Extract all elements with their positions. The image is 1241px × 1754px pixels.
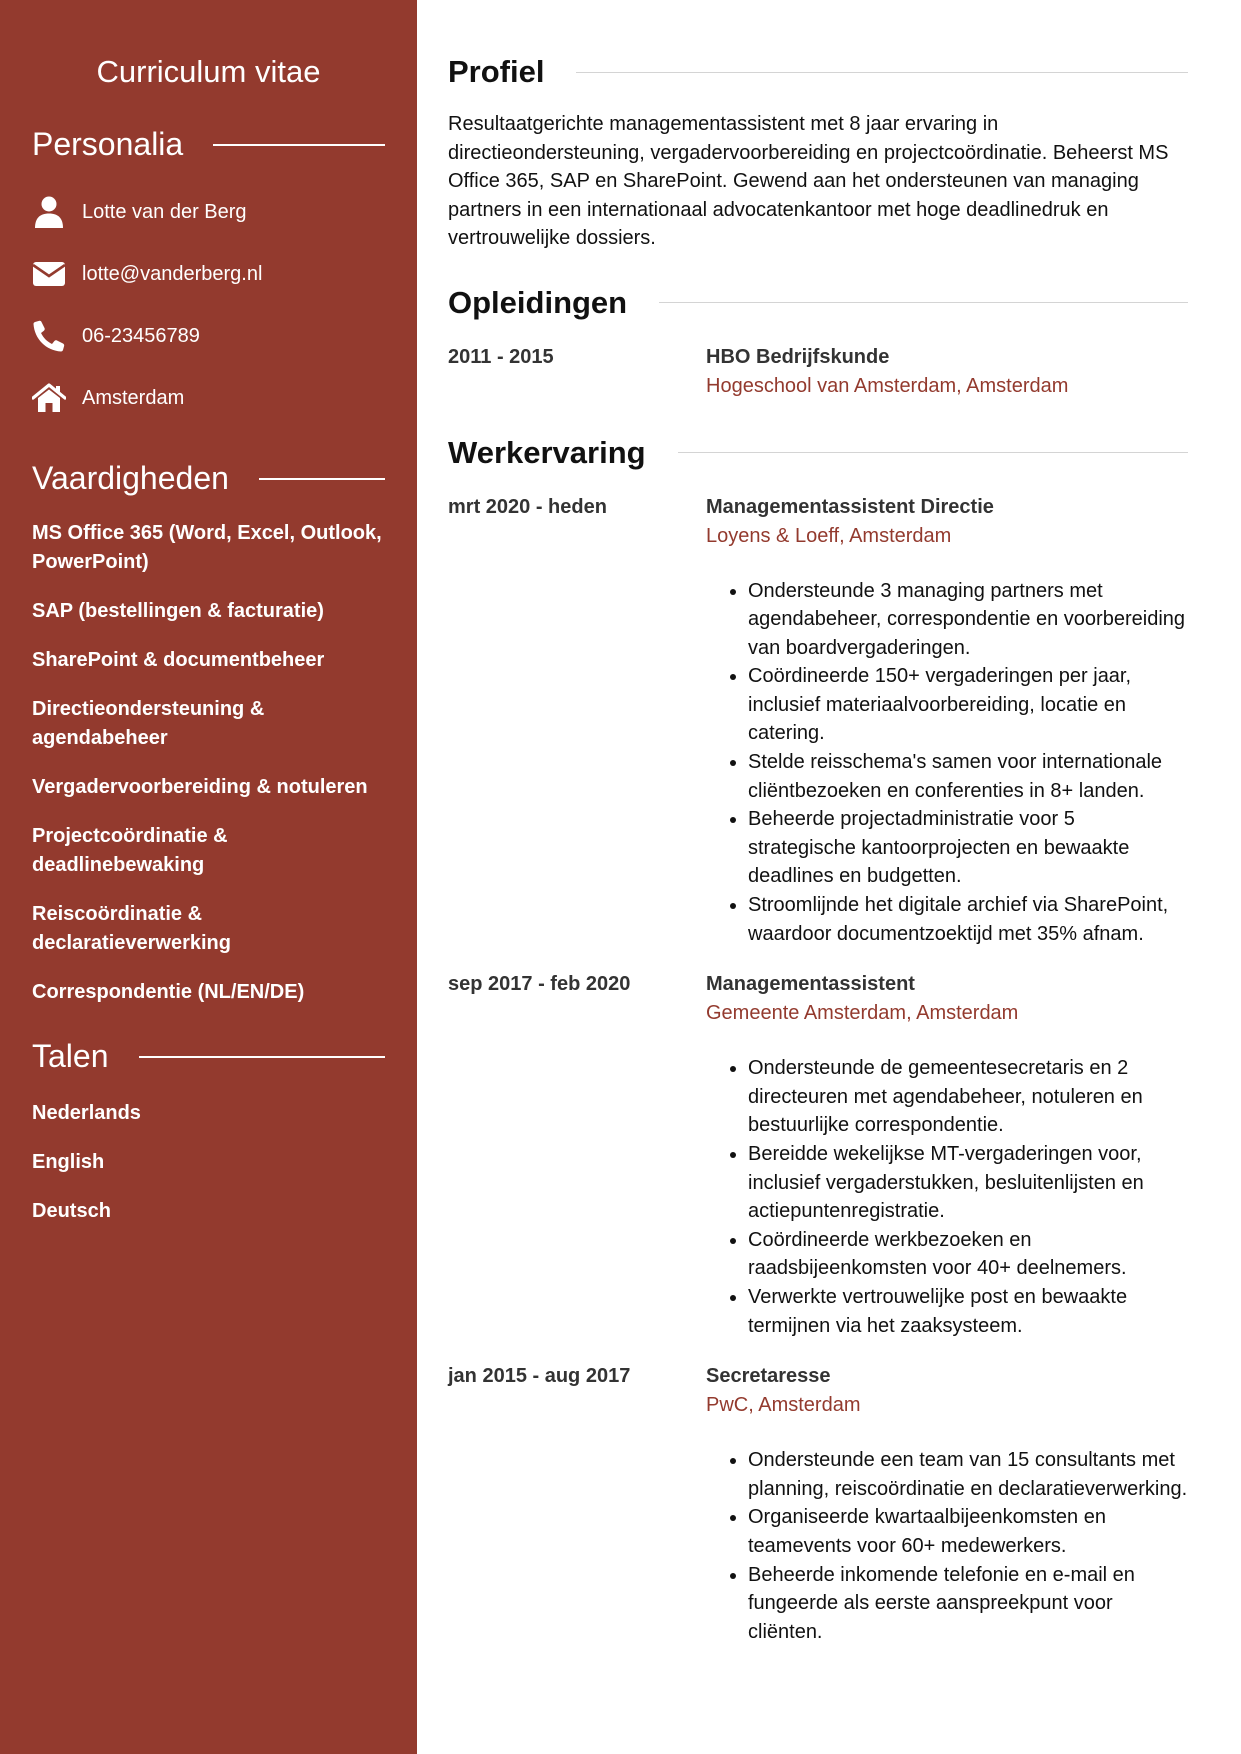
- entry-title: Managementassistent: [706, 973, 915, 996]
- bullet-item: • Ondersteunde 3 managing partners met agendabeheer, correspondentie en voorbereiding van boardvergaderingen.: [748, 577, 1188, 663]
- contact-name-text: Lotte van der Berg: [82, 200, 247, 223]
- entry-body: [706, 493, 1188, 949]
- education-entry: [448, 343, 1188, 401]
- entry-date: jan 2015 - aug 2017: [448, 1365, 631, 1388]
- skill-item: MS Office 365 (Word, Excel, Outlook, PowerPoint): [32, 522, 382, 573]
- phone-icon: [32, 319, 66, 353]
- user-icon: [32, 195, 66, 229]
- skill-item: Vergadervoorbereiding & notuleren: [32, 776, 368, 798]
- bullet-item: • Ondersteunde de gemeentesecretaris en 2 directeuren met agendabeheer, notuleren en bestuurlijke correspondentie.: [748, 1054, 1188, 1140]
- entry-title: Secretaresse: [706, 1365, 831, 1388]
- heading-divider: [259, 478, 385, 480]
- experience-heading-text: Werkervaring: [448, 434, 646, 470]
- contact-phone: [32, 305, 385, 367]
- languages-heading-text: Talen: [32, 1038, 109, 1074]
- heading-divider: [139, 1056, 386, 1058]
- contact-email: [32, 243, 385, 305]
- skill-item: Directieondersteuning & agendabeheer: [32, 698, 265, 749]
- personalia-heading: [32, 125, 385, 163]
- experience-entry: [448, 970, 1188, 1340]
- bullet-item: • Beheerde projectadministratie voor 5 strategische kantoorprojecten en bewaakte deadlines en budgetten.: [748, 805, 1188, 891]
- experience-entry: [448, 493, 1188, 949]
- entry-title: Managementassistent Directie: [706, 495, 994, 518]
- entry-title: HBO Bedrijfskunde: [706, 345, 890, 368]
- entry-body: [706, 343, 1188, 401]
- entry-body: [706, 1362, 1188, 1646]
- personalia-heading-text: Personalia: [32, 126, 184, 162]
- sidebar: [0, 0, 417, 1754]
- entry-bullets: [706, 577, 1188, 949]
- envelope-icon: [32, 257, 66, 291]
- heading-divider: [659, 302, 1188, 303]
- entry-bullets: [706, 1054, 1188, 1340]
- bullet-item: • Ondersteunde een team van 15 consultants met planning, reiscoördinatie en declaratieverwerking.: [748, 1446, 1188, 1503]
- contact-email-text: lotte@vanderberg.nl: [82, 262, 263, 285]
- entry-date: mrt 2020 - heden: [448, 495, 607, 518]
- skills-heading-text: Vaardigheden: [32, 460, 229, 496]
- entry-body: [706, 970, 1188, 1340]
- education-heading-text: Opleidingen: [448, 284, 628, 320]
- entry-organization: PwC, Amsterdam: [706, 1394, 861, 1417]
- entry-bullets: [706, 1446, 1188, 1646]
- language-item: Deutsch: [32, 1200, 111, 1222]
- language-item: English: [32, 1151, 105, 1173]
- main-content: [448, 0, 1188, 1646]
- entry-organization: Loyens & Loeff, Amsterdam: [706, 524, 952, 547]
- contact-list: [32, 181, 385, 429]
- languages-heading: [32, 1037, 385, 1075]
- skills-heading: [32, 459, 385, 497]
- skill-item: Reiscoördinatie & declaratieverwerking: [32, 903, 231, 954]
- bullet-item: • Coördineerde 150+ vergaderingen per jaar, inclusief materiaalvoorbereiding, locatie en catering.: [748, 662, 1188, 748]
- profile-text: Resultaatgerichte managementassistent met 8 jaar ervaring in directieondersteuning, vergadervoorbereiding en projectcoördinatie. Beheerst MS Office 365, SAP en SharePoint. Gewend aan het ondersteunen van managing partners in een internationaal advocatenkantoor met hoge deadlinedruk en vertrouwelijke dossiers.: [448, 113, 1169, 249]
- heading-divider: [213, 144, 385, 146]
- language-list: [32, 1099, 385, 1226]
- profile-heading-text: Profiel: [448, 54, 545, 89]
- entry-organization: Gemeente Amsterdam, Amsterdam: [706, 1002, 1019, 1025]
- bullet-item: • Organiseerde kwartaalbijeenkomsten en teamevents voor 60+ medewerkers.: [748, 1503, 1188, 1560]
- contact-phone-text: 06-23456789: [82, 324, 200, 347]
- cv-title: Curriculum vitae: [96, 54, 321, 89]
- heading-divider: [678, 452, 1188, 453]
- experience-entry: [448, 1362, 1188, 1646]
- skill-list: [32, 519, 385, 1007]
- education-heading: [448, 285, 1188, 321]
- skill-item: Correspondentie (NL/EN/DE): [32, 981, 305, 1003]
- bullet-item: • Stelde reisschema's samen voor internationale cliëntbezoeken en conferenties in 8+ landen.: [748, 748, 1188, 805]
- bullet-item: • Stroomlijnde het digitale archief via SharePoint, waardoor documentzoektijd met 35% afnam.: [748, 891, 1188, 948]
- skill-item: SharePoint & documentbeheer: [32, 649, 325, 671]
- home-icon: [32, 381, 66, 415]
- profile-heading: [448, 54, 1188, 90]
- skill-item: Projectcoördinatie & deadlinebewaking: [32, 825, 228, 876]
- experience-heading: [448, 435, 1188, 471]
- bullet-item: • Coördineerde werkbezoeken en raadsbijeenkomsten voor 40+ deelnemers.: [748, 1226, 1188, 1283]
- entry-date: sep 2017 - feb 2020: [448, 973, 631, 996]
- contact-name: [32, 181, 385, 243]
- bullet-item: • Verwerkte vertrouwelijke post en bewaakte termijnen via het zaaksysteem.: [748, 1283, 1188, 1340]
- contact-location: [32, 367, 385, 429]
- entry-date: 2011 - 2015: [448, 345, 554, 368]
- entry-organization: Hogeschool van Amsterdam, Amsterdam: [706, 374, 1069, 397]
- bullet-item: • Beheerde inkomende telefonie en e-mail en fungeerde als eerste aanspreekpunt voor cliënten.: [748, 1561, 1188, 1647]
- language-item: Nederlands: [32, 1102, 141, 1124]
- bullet-item: • Bereidde wekelijkse MT-vergaderingen voor, inclusief vergaderstukken, besluitenlijsten en actiepuntenregistratie.: [748, 1140, 1188, 1226]
- skill-item: SAP (bestellingen & facturatie): [32, 600, 324, 622]
- heading-divider: [576, 72, 1188, 73]
- contact-location-text: Amsterdam: [82, 386, 185, 409]
